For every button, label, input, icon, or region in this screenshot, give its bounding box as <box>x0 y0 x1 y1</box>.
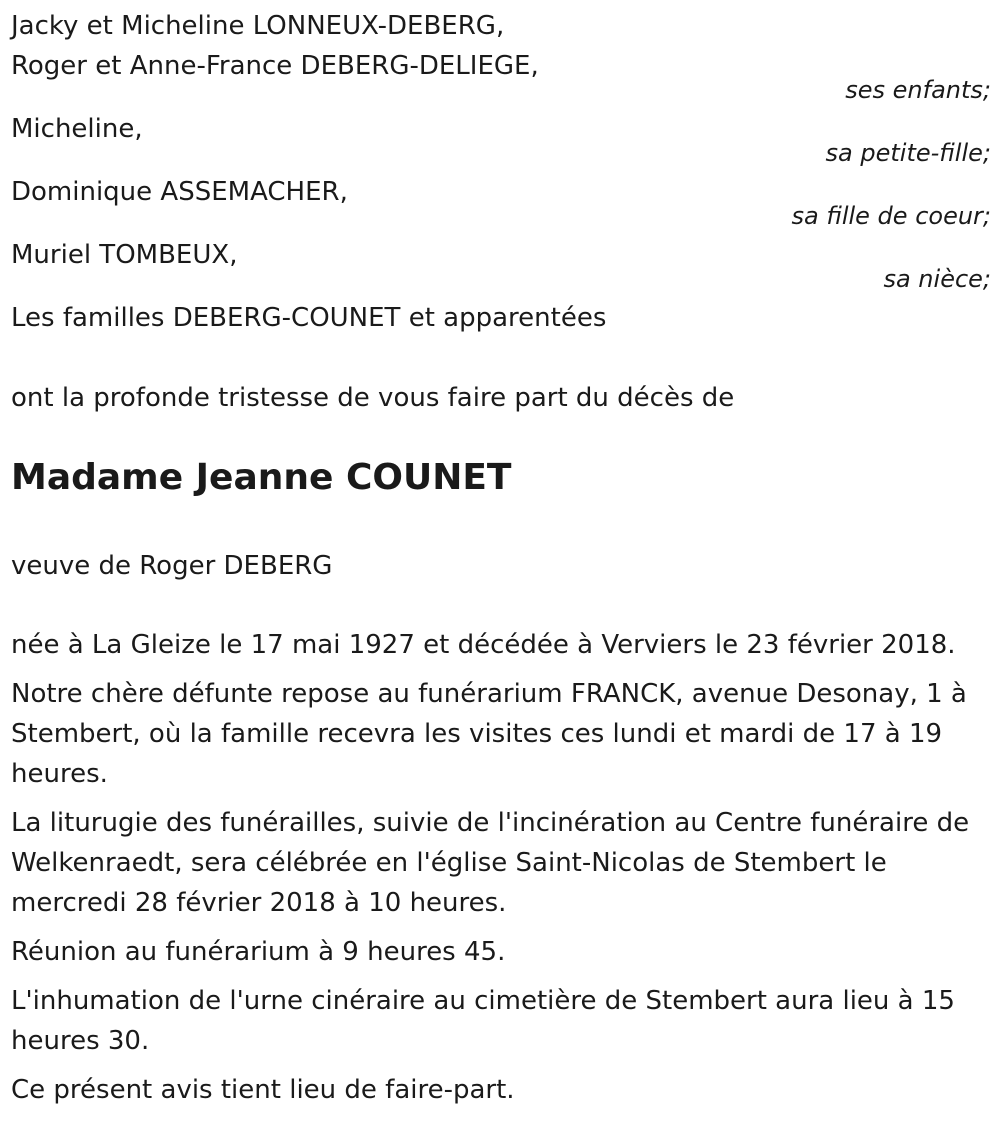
children-line-1: Jacky et Micheline LONNEUX-DEBERG, <box>11 11 505 41</box>
niece-name: Muriel TOMBEUX, <box>11 240 238 270</box>
liturgy-text: La liturugie des funérailles, suivie de l'incinération au Centre funéraire de Welkenraedt, sera célébrée en l'église Saint-Nicolas de Stembert le mercredi 28 février 2018 à 10 heures. <box>11 808 970 918</box>
details-block <box>11 625 991 1110</box>
children-role: ses enfants; <box>845 76 991 104</box>
families-line: Les familles DEBERG-COUNET et apparentées <box>11 303 607 333</box>
heart-daughter-name: Dominique ASSEMACHER, <box>11 177 348 207</box>
announcement-text: ont la profonde tristesse de vous faire part du décès de <box>11 383 735 413</box>
meeting-text: Réunion au funérarium à 9 heures 45. <box>11 937 506 967</box>
visitation-text: Notre chère défunte repose au funérarium FRANCK, avenue Desonay, 1 à Stembert, où la famille recevra les visites ces lundi et mardi de 17 à 19 heures. <box>11 679 967 789</box>
granddaughter-role: sa petite-fille; <box>825 139 991 167</box>
deceased-name: Madame Jeanne COUNET <box>11 457 512 498</box>
notice-text: Ce présent avis tient lieu de faire-part. <box>11 1075 515 1105</box>
burial-text: L'inhumation de l'urne cinéraire au cimetière de Stembert aura lieu à 15 heures 30. <box>11 986 955 1056</box>
niece-role: sa nièce; <box>883 265 991 293</box>
heart-daughter-role: sa fille de coeur; <box>791 202 991 230</box>
granddaughter-name: Micheline, <box>11 114 143 144</box>
birth-death-text: née à La Gleize le 17 mai 1927 et décédée à Verviers le 23 février 2018. <box>11 630 956 660</box>
children-line-2: Roger et Anne-France DEBERG-DELIEGE, <box>11 51 539 81</box>
widow-of-text: veuve de Roger DEBERG <box>11 551 333 581</box>
